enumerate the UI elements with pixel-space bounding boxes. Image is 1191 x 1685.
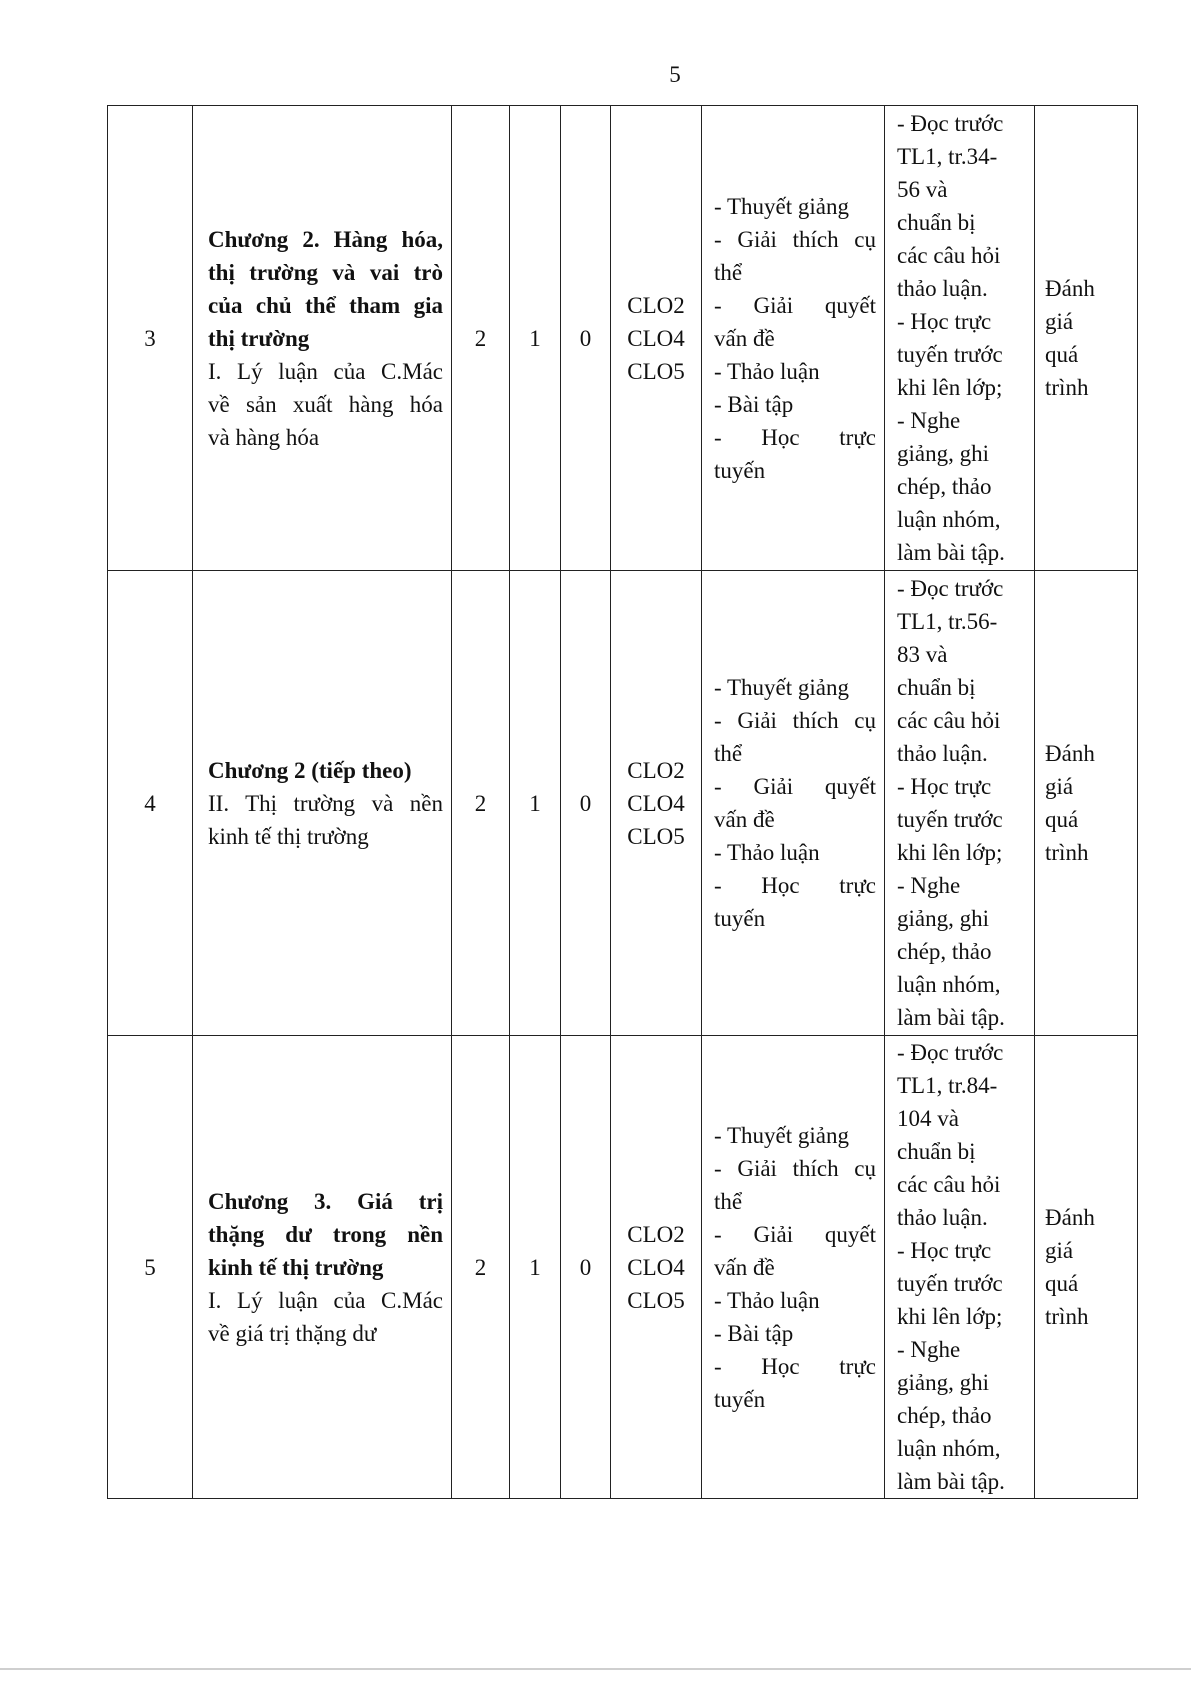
methods-line: - Giải quyết: [714, 292, 876, 318]
methods-line: tuyến: [714, 906, 766, 931]
student-preparation-cell: [885, 106, 1035, 571]
page-number: 5: [669, 62, 681, 87]
content-cell: [193, 106, 452, 571]
prep-line: 56 và: [897, 177, 948, 202]
prep-line: TL1, tr.84-: [897, 1073, 998, 1098]
student-preparation-cell: [885, 1036, 1035, 1499]
assessment-cell: [1035, 1036, 1138, 1499]
clo-line: CLO2: [627, 757, 685, 783]
theory-hours-cell: [452, 1036, 510, 1499]
prep-line: chép, thảo: [897, 1403, 992, 1428]
methods-line: - Thảo luận: [714, 1287, 820, 1313]
teaching-methods-cell: [702, 106, 885, 571]
content-cell: [193, 571, 452, 1036]
prep-line: chuẩn bị: [897, 210, 976, 235]
content-bold-line: Chương 2. Hàng hóa,: [208, 226, 443, 252]
th-value: 1: [529, 790, 541, 816]
prep-line: luận nhóm,: [897, 1436, 1001, 1461]
week-value: 5: [144, 1254, 156, 1280]
methods-line: - Giải thích cụ: [714, 226, 876, 252]
lt-value: 2: [474, 790, 487, 816]
prep-line: khi lên lớp;: [897, 1304, 1003, 1329]
theory-hours-cell: [452, 571, 510, 1036]
assess-line: Đánh: [1045, 276, 1095, 301]
prep-line: tuyến trước: [897, 807, 1003, 832]
content-line: I. Lý luận của C.Mác: [208, 358, 443, 384]
khac-value: 0: [579, 790, 592, 816]
methods-line: - Bài tập: [714, 1320, 794, 1346]
assess-line: quá: [1045, 1271, 1079, 1296]
prep-line: thảo luận.: [897, 1205, 988, 1230]
prep-line: - Đọc trước: [897, 111, 1004, 136]
methods-line: - Giải thích cụ: [714, 1155, 876, 1181]
content-bold-line: kinh tế thị trường: [208, 1254, 384, 1280]
methods-line: thể: [714, 1188, 743, 1214]
methods-line: thể: [714, 741, 743, 766]
methods-line: - Thuyết giảng: [714, 675, 849, 700]
assess-line: Đánh: [1045, 741, 1095, 766]
methods-line: - Học trực: [714, 873, 876, 898]
assess-line: giá: [1045, 309, 1074, 334]
table-body: [108, 106, 1138, 1499]
prep-line: giảng, ghi: [897, 1370, 989, 1395]
prep-line: 83 và: [897, 642, 948, 667]
practice-hours-cell: [510, 571, 561, 1036]
prep-line: - Học trực: [897, 774, 992, 799]
content-bold-line: thị trường và vai trò: [208, 259, 443, 285]
syllabus-table: [107, 105, 1138, 1499]
content-bold-line: Chương 2 (tiếp theo): [208, 757, 412, 783]
prep-line: chuẩn bị: [897, 675, 976, 700]
methods-line: thể: [714, 259, 743, 285]
khac-value: 0: [579, 1254, 592, 1280]
methods-line: - Bài tập: [714, 391, 794, 417]
prep-line: chép, thảo: [897, 474, 992, 499]
prep-line: làm bài tập.: [897, 1469, 1005, 1494]
practice-hours-cell: [510, 1036, 561, 1499]
table-row: [108, 1036, 1138, 1499]
clo-cell: [611, 1036, 702, 1499]
lt-value: 2: [474, 325, 487, 351]
content-line: kinh tế thị trường: [208, 823, 369, 849]
clo-line: CLO2: [627, 292, 685, 318]
prep-line: các câu hỏi: [897, 243, 1001, 268]
content-cell: [193, 1036, 452, 1499]
content-bold-line: thị trường: [208, 325, 310, 351]
prep-line: làm bài tập.: [897, 540, 1005, 565]
clo-line: CLO2: [627, 1221, 685, 1247]
clo-cell: [611, 106, 702, 571]
content-bold-line: Chương 3. Giá trị: [208, 1188, 443, 1214]
prep-line: thảo luận.: [897, 741, 988, 766]
prep-line: TL1, tr.34-: [897, 144, 998, 169]
prep-line: chuẩn bị: [897, 1139, 976, 1164]
methods-line: - Thảo luận: [714, 840, 820, 865]
prep-line: các câu hỏi: [897, 1172, 1001, 1197]
prep-line: - Nghe: [897, 873, 961, 898]
other-hours-cell: [561, 1036, 611, 1499]
practice-hours-cell: [510, 106, 561, 571]
prep-line: tuyến trước: [897, 1271, 1003, 1296]
clo-line: CLO5: [627, 358, 685, 384]
content-bold-line: của chủ thể tham gia: [208, 292, 443, 318]
prep-line: tuyến trước: [897, 342, 1003, 367]
methods-line: - Giải thích cụ: [714, 708, 876, 733]
methods-line: - Giải quyết: [714, 774, 876, 799]
table-row: [108, 106, 1138, 571]
methods-line: - Thuyết giảng: [714, 193, 849, 219]
clo-line: CLO4: [627, 1254, 685, 1280]
assess-line: giá: [1045, 774, 1074, 799]
assess-line: trình: [1045, 375, 1089, 400]
prep-line: khi lên lớp;: [897, 375, 1003, 400]
other-hours-cell: [561, 571, 611, 1036]
clo-cell: [611, 571, 702, 1036]
prep-line: 104 và: [897, 1106, 959, 1131]
assess-line: trình: [1045, 1304, 1089, 1329]
prep-line: chép, thảo: [897, 939, 992, 964]
clo-line: CLO5: [627, 1287, 685, 1313]
content-line: II. Thị trường và nền: [208, 790, 443, 816]
week-cell: [108, 571, 193, 1036]
prep-line: luận nhóm,: [897, 972, 1001, 997]
content-line: về giá trị thặng dư: [208, 1320, 377, 1346]
assessment-cell: [1035, 106, 1138, 571]
th-value: 1: [529, 325, 541, 351]
content-line: và hàng hóa: [208, 424, 320, 450]
methods-line: vấn đề: [714, 807, 775, 832]
week-value: 4: [144, 790, 156, 816]
assess-line: quá: [1045, 807, 1079, 832]
prep-line: - Học trực: [897, 309, 992, 334]
prep-line: TL1, tr.56-: [897, 609, 998, 634]
content-line: về sản xuất hàng hóa: [208, 391, 443, 417]
assess-line: Đánh: [1045, 1205, 1095, 1230]
prep-line: thảo luận.: [897, 276, 988, 301]
assess-line: quá: [1045, 342, 1079, 367]
methods-line: - Thuyết giảng: [714, 1122, 849, 1148]
prep-line: - Nghe: [897, 408, 961, 433]
prep-line: các câu hỏi: [897, 708, 1001, 733]
methods-line: vấn đề: [714, 325, 775, 351]
methods-line: - Học trực: [714, 1353, 876, 1379]
prep-line: làm bài tập.: [897, 1005, 1005, 1030]
assess-line: trình: [1045, 840, 1089, 865]
week-cell: [108, 106, 193, 571]
assessment-cell: [1035, 571, 1138, 1036]
clo-line: CLO5: [627, 823, 685, 849]
other-hours-cell: [561, 106, 611, 571]
methods-line: tuyến: [714, 457, 766, 483]
khac-value: 0: [579, 325, 592, 351]
scan-edge-divider: [0, 1668, 1191, 1670]
table-row: [108, 571, 1138, 1036]
content-line: I. Lý luận của C.Mác: [208, 1287, 443, 1313]
theory-hours-cell: [452, 106, 510, 571]
prep-line: giảng, ghi: [897, 906, 989, 931]
week-cell: [108, 1036, 193, 1499]
prep-line: - Học trực: [897, 1238, 992, 1263]
th-value: 1: [529, 1254, 541, 1280]
prep-line: luận nhóm,: [897, 507, 1001, 532]
prep-line: - Đọc trước: [897, 576, 1004, 601]
methods-line: - Thảo luận: [714, 358, 820, 384]
student-preparation-cell: [885, 571, 1035, 1036]
lt-value: 2: [474, 1254, 487, 1280]
methods-line: - Giải quyết: [714, 1221, 876, 1247]
methods-line: tuyến: [714, 1386, 766, 1412]
assess-line: giá: [1045, 1238, 1074, 1263]
teaching-methods-cell: [702, 1036, 885, 1499]
prep-line: giảng, ghi: [897, 441, 989, 466]
prep-line: - Đọc trước: [897, 1040, 1004, 1065]
content-bold-line: thặng dư trong nền: [208, 1221, 443, 1247]
week-value: 3: [144, 325, 156, 351]
prep-line: - Nghe: [897, 1337, 961, 1362]
clo-line: CLO4: [627, 325, 685, 351]
clo-line: CLO4: [627, 790, 685, 816]
methods-line: - Học trực: [714, 424, 876, 450]
prep-line: khi lên lớp;: [897, 840, 1003, 865]
methods-line: vấn đề: [714, 1254, 775, 1280]
teaching-methods-cell: [702, 571, 885, 1036]
